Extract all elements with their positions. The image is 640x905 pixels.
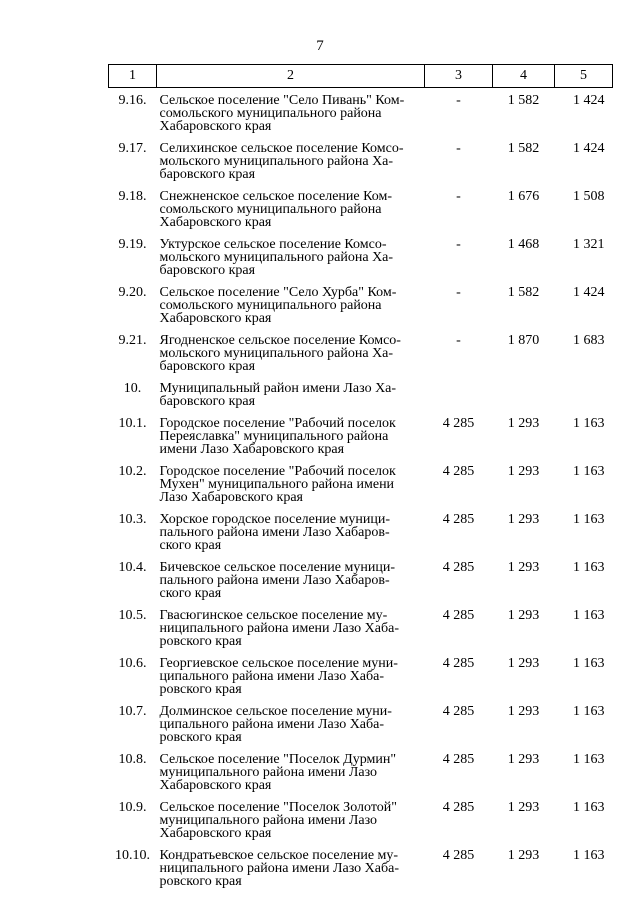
- settlements-table: [108, 64, 613, 893]
- table-row: [109, 557, 613, 605]
- settlement-name: [157, 557, 425, 605]
- table-body: [109, 88, 613, 894]
- settlement-name-line: сомольского муниципального района: [159, 298, 382, 313]
- value-col-4: [493, 378, 555, 413]
- settlement-name-line: Городское поселение "Рабочий поселок: [159, 464, 396, 479]
- value-col-5: 1 683: [573, 333, 605, 348]
- settlement-name-line: ниципального района имени Лазо Хаба-: [159, 621, 399, 636]
- settlement-name: [157, 330, 425, 378]
- table-row: [109, 378, 613, 413]
- value-col-5: 1 163: [573, 704, 605, 719]
- settlement-name-line: Муниципальный район имени Лазо Ха-: [159, 381, 397, 396]
- header-row: [109, 65, 613, 88]
- value-col-3: -: [456, 237, 461, 252]
- settlement-name-line: Лазо Хабаровского края: [159, 490, 303, 505]
- value-col-3: 4 285: [442, 512, 475, 527]
- page-number: 7: [316, 38, 324, 54]
- settlement-name-line: Хабаровского края: [159, 215, 272, 230]
- value-col-3: 4 285: [442, 560, 475, 575]
- value-col-5: 1 163: [573, 848, 605, 863]
- table-row: [109, 234, 613, 282]
- value-col-5: 1 424: [573, 141, 605, 156]
- table-row: [109, 605, 613, 653]
- settlement-name-line: Хабаровского края: [159, 778, 272, 793]
- row-number: 10.9.: [118, 800, 147, 815]
- value-col-5: 1 163: [573, 752, 605, 767]
- value-col-5: 1 163: [573, 416, 605, 431]
- value-col-5: 1 424: [573, 93, 605, 108]
- value-col-4: 1 293: [507, 800, 540, 815]
- column-header-4: 4: [493, 65, 555, 88]
- settlement-name-line: ципального района имени Лазо Хаба-: [159, 669, 385, 684]
- settlement-name-line: баровского края: [159, 167, 256, 182]
- settlement-name-line: имени Лазо Хабаровского края: [159, 442, 345, 457]
- value-col-4: 1 293: [507, 560, 540, 575]
- settlement-name-line: Уктурское сельское поселение Комсо-: [159, 237, 387, 252]
- settlement-name-line: баровского края: [159, 359, 256, 374]
- settlement-name-line: Георгиевское сельское поселение муни-: [159, 656, 398, 671]
- column-header-3: 3: [425, 65, 493, 88]
- row-number: 10.6.: [118, 656, 147, 671]
- value-col-3: 4 285: [442, 608, 475, 623]
- settlement-name-line: Ягодненское сельское поселение Комсо-: [159, 333, 401, 348]
- settlement-name-line: Бичевское сельское поселение муници-: [159, 560, 395, 575]
- settlement-name-line: Хорское городское поселение муници-: [159, 512, 391, 527]
- row-number: 9.20.: [118, 285, 147, 300]
- table-row: [109, 282, 613, 330]
- settlement-name-line: Городское поселение "Рабочий поселок: [159, 416, 396, 431]
- row-number: 9.18.: [118, 189, 147, 204]
- settlement-name-line: ципального района имени Лазо Хаба-: [159, 717, 385, 732]
- value-col-4: 1 582: [507, 285, 540, 300]
- row-number: 10.4.: [118, 560, 147, 575]
- row-number: 10.5.: [118, 608, 147, 623]
- settlement-name: [157, 845, 425, 893]
- row-number: 9.17.: [118, 141, 147, 156]
- row-number: 10.10.: [115, 848, 150, 863]
- settlement-name-line: мольского муниципального района Ха-: [159, 154, 394, 169]
- settlement-name-line: муниципального района имени Лазо: [159, 765, 378, 780]
- row-number: 9.16.: [118, 93, 147, 108]
- value-col-5: 1 163: [573, 512, 605, 527]
- table-row: [109, 749, 613, 797]
- value-col-3: [425, 378, 493, 413]
- row-number: 10.8.: [118, 752, 147, 767]
- settlement-name: [157, 701, 425, 749]
- settlement-name: [157, 797, 425, 845]
- settlement-name: [157, 234, 425, 282]
- settlement-name: [157, 461, 425, 509]
- settlement-name-line: мольского муниципального района Ха-: [159, 250, 394, 265]
- table-row: [109, 88, 613, 139]
- settlement-name-line: Переяславка" муниципального района: [159, 429, 389, 444]
- value-col-5: 1 163: [573, 800, 605, 815]
- value-col-5: 1 163: [573, 464, 605, 479]
- settlement-name-line: ровского края: [159, 730, 242, 745]
- row-number: 10.: [123, 381, 142, 396]
- value-col-5: 1 163: [573, 656, 605, 671]
- settlement-name: [157, 749, 425, 797]
- settlement-name-line: баровского края: [159, 263, 256, 278]
- column-header-5: 5: [555, 65, 613, 88]
- value-col-4: 1 676: [507, 189, 540, 204]
- value-col-5: 1 508: [573, 189, 605, 204]
- settlement-name: [157, 605, 425, 653]
- value-col-4: 1 293: [507, 752, 540, 767]
- settlement-name-line: Гвасюгинское сельское поселение му-: [159, 608, 388, 623]
- settlement-name-line: Сельское поселение "Поселок Дурмин": [159, 752, 397, 767]
- settlement-name-line: Хабаровского края: [159, 311, 272, 326]
- settlement-name-line: Мухен" муниципального района имени: [159, 477, 395, 492]
- settlement-name-line: ровского края: [159, 874, 242, 889]
- value-col-3: 4 285: [442, 848, 475, 863]
- table-row: [109, 509, 613, 557]
- table-row: [109, 653, 613, 701]
- settlement-name-line: мольского муниципального района Ха-: [159, 346, 394, 361]
- value-col-4: 1 293: [507, 416, 540, 431]
- value-col-4: 1 293: [507, 848, 540, 863]
- settlement-name: [157, 88, 425, 139]
- settlement-name-line: Хабаровского края: [159, 119, 272, 134]
- row-number: 10.2.: [118, 464, 147, 479]
- settlement-name-line: ского края: [159, 538, 222, 553]
- value-col-4: 1 293: [507, 512, 540, 527]
- value-col-3: 4 285: [442, 416, 475, 431]
- settlement-name-line: пального района имени Лазо Хабаров-: [159, 525, 390, 540]
- settlement-name: [157, 282, 425, 330]
- value-col-4: 1 293: [507, 464, 540, 479]
- table-row: [109, 845, 613, 893]
- settlement-name: [157, 653, 425, 701]
- settlement-name-line: муниципального района имени Лазо: [159, 813, 378, 828]
- value-col-5: 1 321: [573, 237, 605, 252]
- settlement-name-line: Сельское поселение "Село Хурба" Ком-: [159, 285, 397, 300]
- settlement-name-line: ровского края: [159, 634, 242, 649]
- value-col-3: -: [456, 141, 461, 156]
- table-row: [109, 138, 613, 186]
- settlement-name: [157, 413, 425, 461]
- value-col-3: -: [456, 333, 461, 348]
- value-col-4: 1 582: [507, 141, 540, 156]
- settlement-name-line: Хабаровского края: [159, 826, 272, 841]
- value-col-4: 1 582: [507, 93, 540, 108]
- value-col-5: 1 424: [573, 285, 605, 300]
- column-header-2: 2: [157, 65, 425, 88]
- settlement-name-line: Кондратьевское сельское поселение му-: [159, 848, 399, 863]
- value-col-3: -: [456, 189, 461, 204]
- settlement-name-line: баровского края: [159, 394, 256, 409]
- settlement-name-line: Сельское поселение "Поселок Золотой": [159, 800, 397, 815]
- table-row: [109, 797, 613, 845]
- value-col-3: -: [456, 93, 461, 108]
- settlement-name-line: Долминское сельское поселение муни-: [159, 704, 392, 719]
- settlement-name-line: пального района имени Лазо Хабаров-: [159, 573, 390, 588]
- row-number: 10.1.: [118, 416, 147, 431]
- settlement-name: [157, 378, 425, 413]
- table-row: [109, 461, 613, 509]
- row-number: 9.21.: [118, 333, 147, 348]
- settlement-name-line: сомольского муниципального района: [159, 106, 382, 121]
- settlement-name-line: Сельское поселение "Село Пивань" Ком-: [159, 93, 405, 108]
- row-number: 10.3.: [118, 512, 147, 527]
- row-number: 9.19.: [118, 237, 147, 252]
- settlement-name-line: ровского края: [159, 682, 242, 697]
- value-col-3: 4 285: [442, 464, 475, 479]
- table-row: [109, 701, 613, 749]
- settlement-name-line: сомольского муниципального района: [159, 202, 382, 217]
- table-row: [109, 330, 613, 378]
- value-col-4: 1 293: [507, 656, 540, 671]
- value-col-3: 4 285: [442, 656, 475, 671]
- table-row: [109, 413, 613, 461]
- value-col-4: 1 870: [507, 333, 540, 348]
- value-col-3: 4 285: [442, 752, 475, 767]
- settlement-name-line: ского края: [159, 586, 222, 601]
- value-col-5: 1 163: [573, 560, 605, 575]
- value-col-4: 1 468: [507, 237, 540, 252]
- settlement-name: [157, 138, 425, 186]
- settlement-name: [157, 186, 425, 234]
- table-row: [109, 186, 613, 234]
- value-col-4: 1 293: [507, 608, 540, 623]
- row-number: 10.7.: [118, 704, 147, 719]
- value-col-3: -: [456, 285, 461, 300]
- settlement-name-line: ниципального района имени Лазо Хаба-: [159, 861, 399, 876]
- value-col-3: 4 285: [442, 800, 475, 815]
- settlement-name-line: Селихинское сельское поселение Комсо-: [159, 141, 404, 156]
- column-header-1: 1: [109, 65, 157, 88]
- value-col-4: 1 293: [507, 704, 540, 719]
- value-col-3: 4 285: [442, 704, 475, 719]
- value-col-5: 1 163: [573, 608, 605, 623]
- value-col-5: [555, 378, 613, 413]
- settlement-name: [157, 509, 425, 557]
- settlement-name-line: Снежненское сельское поселение Ком-: [159, 189, 392, 204]
